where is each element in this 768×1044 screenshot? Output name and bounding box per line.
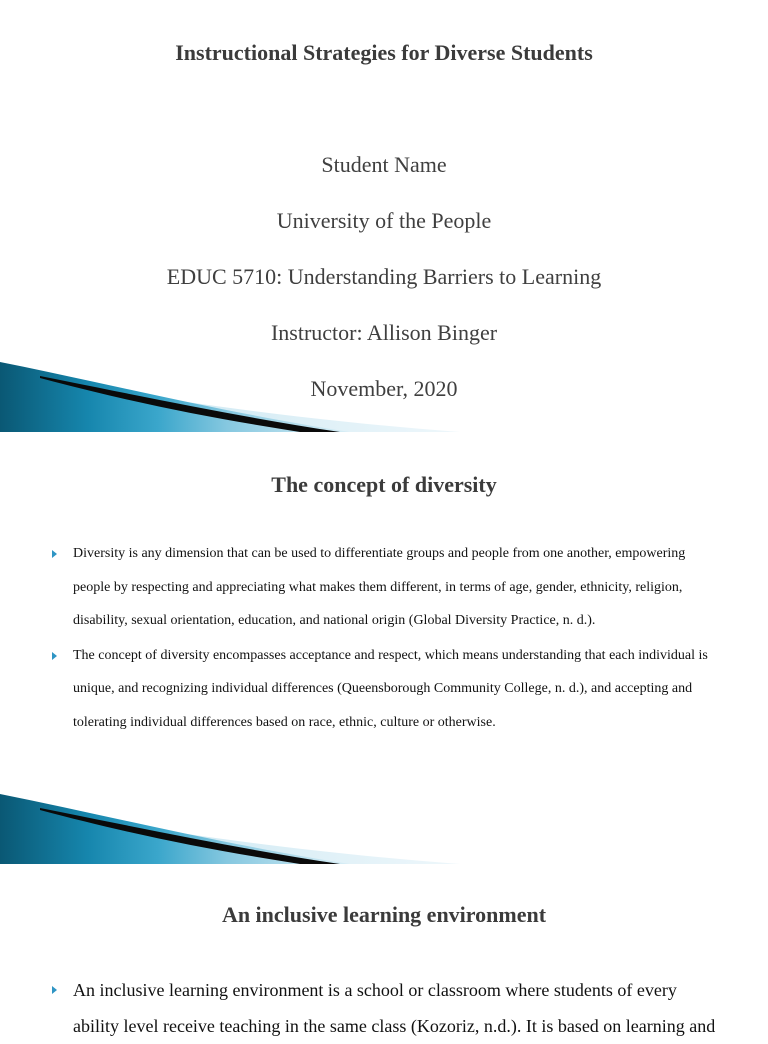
triangle-right-icon <box>52 550 57 558</box>
slide-title: An inclusive learning environment <box>221 902 547 927</box>
date-line: November, 2020 <box>310 376 458 401</box>
bullet-text: The concept of diversity encompasses acceptance and respect, which means understanding that each individual is unique, and recognizing individual differences (Queensborough Community College, n. d.), and accepting and tolerating individual differences based on race, ethnic, culture or otherwise. <box>73 647 708 730</box>
teal-swoosh-decoration <box>0 362 460 432</box>
teal-swoosh-decoration <box>0 794 460 864</box>
list-item <box>52 972 722 1044</box>
triangle-right-icon <box>52 986 57 994</box>
course-name: EDUC 5710: Understanding Barriers to Learning <box>166 264 602 289</box>
instructor-name: Instructor: Allison Binger <box>270 320 498 345</box>
slide-title: The concept of diversity <box>271 472 497 497</box>
title-slide <box>0 0 768 432</box>
inclusive-environment-slide <box>0 864 768 1036</box>
bullet-list <box>52 972 722 1044</box>
student-name: Student Name <box>321 152 447 177</box>
list-item <box>52 537 722 638</box>
bullet-text: An inclusive learning environment is a school or classroom where students of every ability level receive teaching in the same class (Kozoriz, n.d.). It is based on learning and <box>73 980 716 1036</box>
diversity-slide <box>0 432 768 864</box>
slide-title: Instructional Strategies for Diverse Students <box>175 40 593 65</box>
list-item <box>52 639 722 740</box>
bullet-list <box>52 537 722 740</box>
university-name: University of the People <box>276 208 492 233</box>
triangle-right-icon <box>52 652 57 660</box>
bullet-text: Diversity is any dimension that can be used to differentiate groups and people from one another, empowering people by respecting and appreciating what makes them different, in terms of age, gender, ethnicity, religion, disability, sexual orientation, education, and national origin (Global Diversity Practice, n. d.). <box>73 546 686 628</box>
